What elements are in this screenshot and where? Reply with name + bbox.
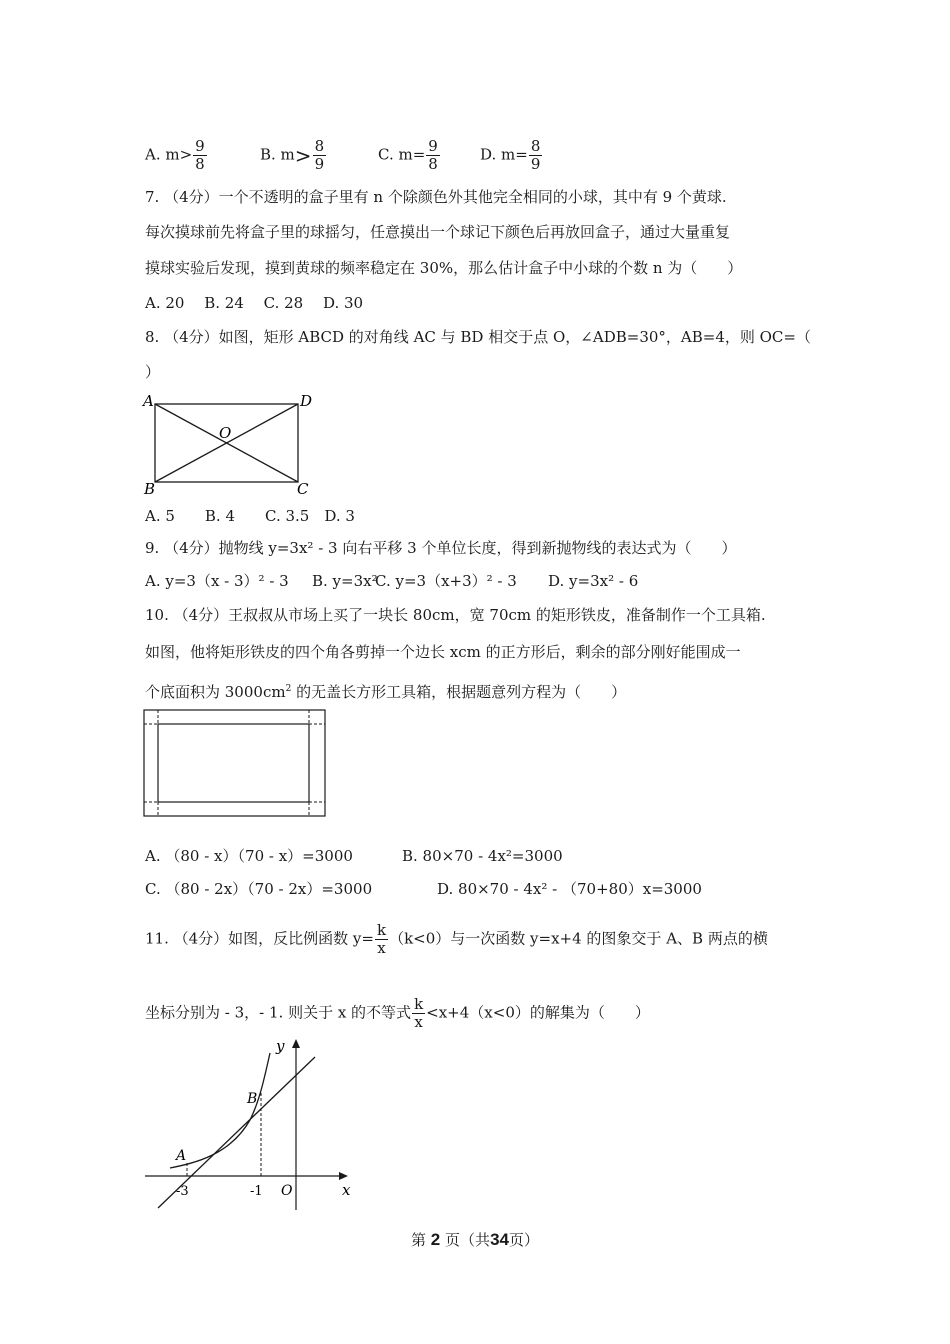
label-point-b: B: [247, 1091, 258, 1107]
total-pages: 34: [490, 1230, 509, 1249]
tick-label-neg1: -1: [250, 1184, 263, 1199]
y-axis-arrow: [292, 1039, 300, 1048]
q7-line-3: 摸球实验后发现，摸到黄球的频率稳定在 30%，那么估计盒子中小球的个数 n 为（ ）: [145, 259, 743, 277]
q6-option-d: D. m= $\frac{8}{9}$: [480, 137, 541, 173]
q6-d-fraction: $\frac{8}{9}$: [530, 137, 541, 173]
q10-line-1: 10. （4分）王叔叔从市场上买了一块长 80cm，宽 70cm 的矩形铁皮，准备制作一个工具箱.: [145, 606, 766, 624]
q6-option-b: B. m> $\frac{8}{9}$: [260, 137, 325, 173]
q10-line-3: 个底面积为 $3000cm^2$ 的无盖长方形工具箱，根据题意列方程为（ ）: [145, 683, 627, 701]
q6-option-c: C. m= $\frac{9}{8}$: [378, 137, 438, 173]
q8-line-2: ）: [145, 363, 161, 381]
q7-line-1: 7. （4分）一个不透明的盒子里有 n 个除颜色外其他完全相同的小球，其中有 9 个黄球.: [145, 188, 727, 206]
q9-option-c: C. y=3（x+3）² - 3: [375, 572, 517, 590]
q10-option-b: B. 80×70 - 4x²=3000: [402, 847, 563, 865]
q11-inequality-fraction: $\frac{k}{x}$: [414, 995, 424, 1031]
q9-option-d: D. y=3x² - 6: [548, 572, 639, 590]
page-number: 2: [430, 1230, 441, 1249]
label-o: O: [219, 424, 232, 442]
q6-b-fraction: $\frac{8}{9}$: [314, 137, 325, 173]
q6-c-fraction: $\frac{9}{8}$: [428, 137, 438, 173]
rectangle-diagram: [140, 390, 320, 500]
q7-options: A. 20 B. 24 C. 28 D. 30: [145, 294, 364, 312]
q9-option-a: A. y=3（x - 3）² - 3: [145, 572, 289, 590]
function-graph: [140, 1035, 360, 1215]
label-b: B: [144, 480, 156, 498]
q10-line-2: 如图，他将矩形铁皮的四个角各剪掉一个边长 xcm 的正方形后，剩余的部分刚好能围成一: [145, 643, 741, 661]
q8-line-1: 8. （4分）如图，矩形 ABCD 的对角线 AC 与 BD 相交于点 O，∠ADB=30°，AB=4，则 OC=（: [145, 328, 811, 346]
label-x: x: [342, 1181, 351, 1199]
q11-line-2: 坐标分别为 - 3，- 1. 则关于 x 的不等式 $\frac{k}{x}$ <x+4（x<0）的解集为（ ）: [145, 995, 650, 1031]
q7-line-2: 每次摸球前先将盒子里的球摇匀，任意摸出一个球记下颜色后再放回盒子，通过大量重复: [145, 223, 731, 241]
q9-option-b: B. y=3x²: [312, 572, 378, 590]
label-a: A: [143, 392, 154, 410]
q10-option-d: D. 80×70 - 4x² - （70+80）x=3000: [437, 880, 702, 898]
q11-line-1: 11. （4分）如图，反比例函数 y= $\frac{k}{x}$ （k<0）与一次函数 y=x+4 的图象交于 A、B 两点的横: [145, 921, 768, 957]
outer-sheet: [144, 710, 325, 816]
q9-line-1: 9. （4分）抛物线 y=3x² - 3 向右平移 3 个单位长度，得到新抛物线的表达式为（ ）: [145, 539, 737, 557]
inner-base: [158, 724, 309, 802]
q6-a-fraction: $\frac{9}{8}$: [195, 137, 205, 173]
x-axis-arrow: [339, 1172, 348, 1180]
iron-sheet-diagram: [140, 707, 330, 822]
q10-option-c: C. （80 - 2x）（70 - 2x）=3000: [145, 880, 373, 898]
page-footer: 第 2 页（共34页）: [411, 1230, 539, 1249]
label-origin: O: [281, 1183, 293, 1199]
q8-options: A. 5 B. 4 C. 3.5 D. 3: [145, 507, 355, 525]
label-d: D: [300, 392, 313, 410]
label-c: C: [297, 480, 309, 498]
q11-fraction-k-over-x: $\frac{k}{x}$: [376, 921, 387, 957]
q10-option-a: A. （80 - x）（70 - x）=3000: [145, 847, 353, 865]
label-point-a: A: [176, 1148, 187, 1164]
tick-label-neg3: -3: [176, 1184, 189, 1199]
label-y: y: [276, 1037, 285, 1055]
q6-option-a: A. m> $\frac{9}{8}$: [145, 137, 205, 173]
